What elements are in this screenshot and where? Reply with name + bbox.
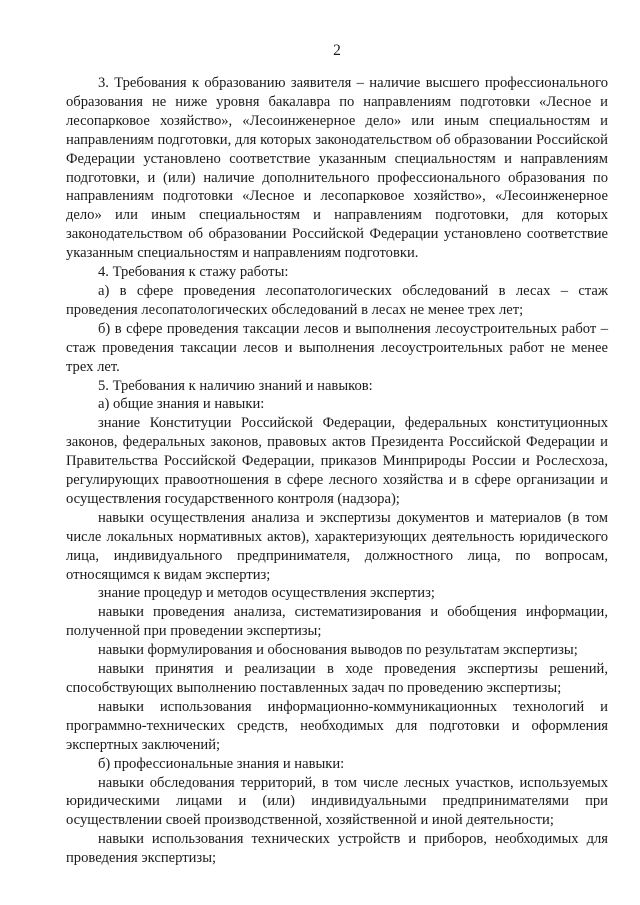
- page-number: 2: [333, 42, 341, 59]
- paragraph-education-requirements: 3. Требования к образованию заявителя – наличие высшего профессионального образования не ниже уровня бакалавра по направлениям подготовки «Лесное и лесопарковое хозяйство», «Лесоинженерное дело» или иным специальностям и направлениям подготовки, для которых законодательством об образовании Российской Федерации установлено соответствие указанным специальностям и направлениям подготовки, и (или) наличие дополнительного профессионального образования по направлениям подготовки «Лесное и лесопарковое хозяйство», «Лесоинженерное дело» или иным специальностям и направлениям подготовки, для которых законодательством об образовании Российской Федерации установлено соответствие указанным специальностям и направлениям подготовки.: [66, 75, 608, 262]
- paragraph-skills-devices: навыки использования технических устройств и приборов, необходимых для проведения экспертизы;: [66, 831, 608, 867]
- paragraph-general-skills-heading: а) общие знания и навыки:: [98, 396, 265, 413]
- paragraph-skills-analysis: навыки осуществления анализа и экспертизы документов и материалов (в том числе локальных нормативных актов), характеризующих деятельность юридического лица, индивидуального предпринимателя, должностного лица, по вопросам, относящимся к видам экспертиз;: [66, 509, 608, 583]
- paragraph-knowledge-procedures: знание процедур и методов осуществления экспертиз;: [98, 585, 435, 602]
- paragraph-skills-systematize: навыки проведения анализа, систематизирования и обобщения информации, полученной при проведении экспертизы;: [66, 604, 608, 640]
- paragraph-knowledge-law: знание Конституции Российской Федерации, федеральных конституционных законов, федеральных законов, правовых актов Президента Российской Федерации и Правительства Российской Федерации, приказов Минприроды России и Рослесхоза, регулирующих правоотношения в сфере лесного хозяйства и в сфере организации и осуществления государственного контроля (надзора);: [66, 415, 608, 507]
- paragraph-skills-survey: навыки обследования территорий, в том числе лесных участков, используемых юридическими лицами и (или) индивидуальными предпринимателями при осуществлении своей производственной, хозяйственной и иной деятельности;: [66, 774, 608, 829]
- paragraph-professional-heading: б) профессиональные знания и навыки:: [98, 755, 345, 772]
- paragraph-experience-b: б) в сфере проведения таксации лесов и выполнения лесоустроительных работ – стаж проведения таксации лесов и выполнения лесоустроительных работ не менее трех лет.: [66, 320, 608, 375]
- paragraph-experience-heading: 4. Требования к стажу работы:: [98, 264, 289, 281]
- paragraph-knowledge-heading: 5. Требования к наличию знаний и навыков:: [98, 377, 373, 394]
- paragraph-skills-decisions: навыки принятия и реализации в ходе проведения экспертизы решений, способствующих выполнению поставленных задач по проведению экспертизы;: [66, 661, 608, 696]
- paragraph-skills-conclusions: навыки формулирования и обоснования выводов по результатам экспертизы;: [98, 642, 578, 659]
- document-body: [66, 74, 608, 868]
- paragraph-experience-a: а) в сфере проведения лесопатологических обследований в лесах – стаж проведения лесопатологических обследований в лесах не менее трех лет;: [66, 282, 608, 318]
- paragraph-skills-ict: навыки использования информационно-коммуникационных технологий и программно-технических средств, необходимых для подготовки и оформления экспертных заключений;: [66, 698, 608, 753]
